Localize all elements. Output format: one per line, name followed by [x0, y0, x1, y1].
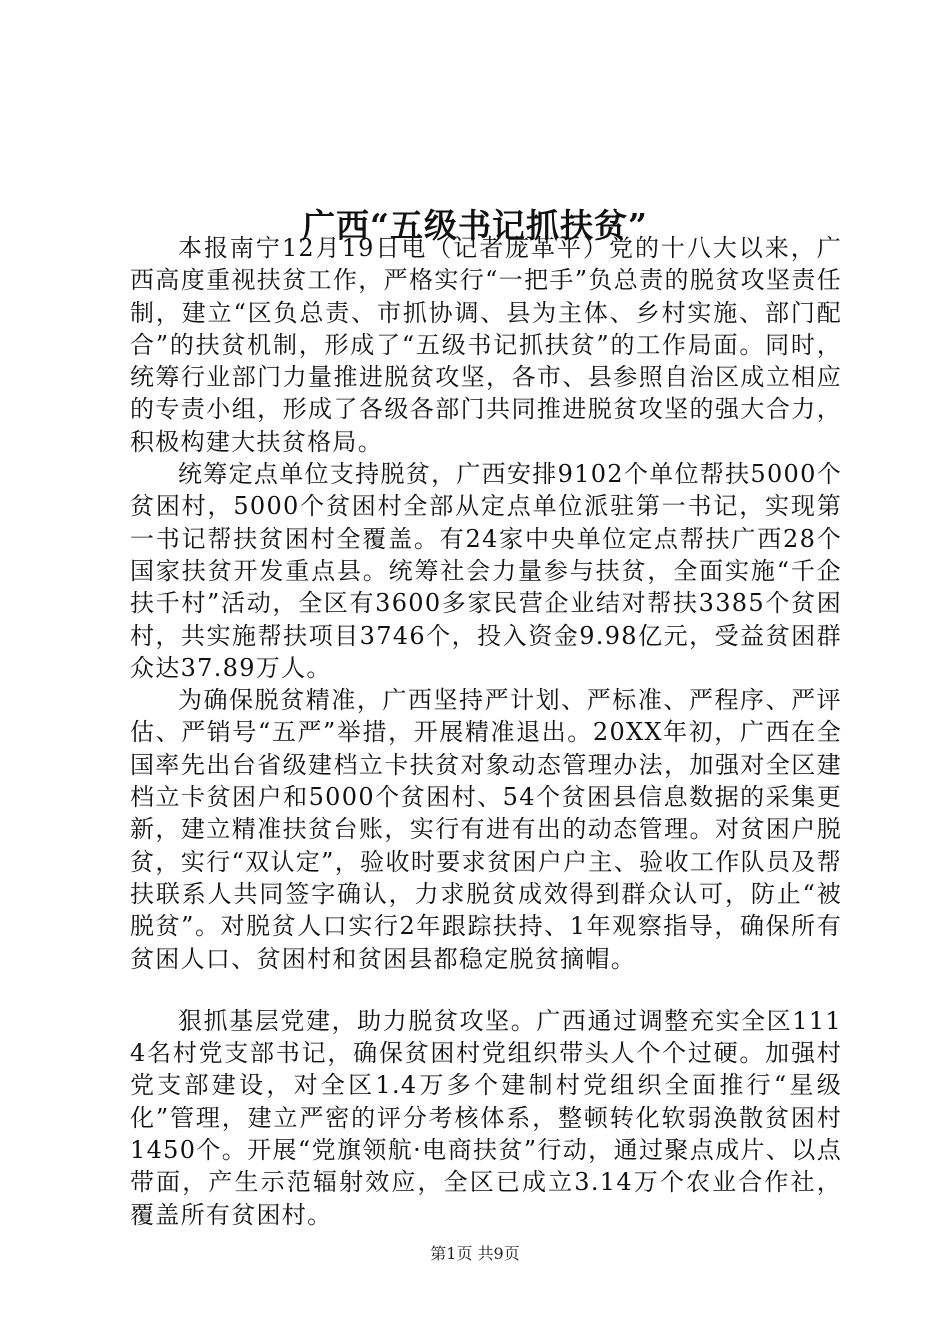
- paragraph-3: 为确保脱贫精准，广西坚持严计划、严标准、严程序、严评估、严销号“五严”举措，开展精准退出。20XX年初，广西在全国率先出台省级建档立卡扶贫对象动态管理办法，加强对全区建档立卡贫困户和5000个贫困村、54个贫困县信息数据的采集更新，建立精准扶贫台账，实行有进有出的动态管理。对贫困户脱贫，实行“双认定”，验收时要求贫困户户主、验收工作队员及帮扶联系人共同签字确认，力求脱贫成效得到群众认可，防止“被脱贫”。对脱贫人口实行2年跟踪扶持、1年观察指导，确保所有贫困人口、贫困村和贫困县都稳定脱贫摘帽。: [130, 686, 842, 973]
- page-footer: 第1页 共9页: [430, 1244, 520, 1263]
- paragraph-4: 狠抓基层党建，助力脱贫攻坚。广西通过调整充实全区1114名村党支部书记，确保贫困村党组织带头人个个过硬。加强村党支部建设，对全区1.4万多个建制村党组织全面推行“星级化”管理，建立严密的评分考核体系，整顿转化软弱涣散贫困村1450个。开展“党旗领航·电商扶贫”行动，通过聚点成片、以点带面，产生示范辐射效应，全区已成立3.14万个农业合作社，覆盖所有贫困村。: [130, 1006, 842, 1229]
- paragraph-1: 本报南宁12月19日电（记者庞革平）党的十八大以来，广西高度重视扶贫工作，严格实行“一把手”负总责的脱贫攻坚责任制，建立“区负总责、市抓协调、县为主体、乡村实施、部门配合”的扶贫机制，形成了“五级书记抓扶贫”的工作局面。同时，统筹行业部门力量推进脱贫攻坚，各市、县参照自治区成立相应的专责小组，形成了各级各部门共同推进脱贫攻坚的强大合力，积极构建大扶贫格局。: [130, 234, 842, 456]
- paragraph-2: 统筹定点单位支持脱贫，广西安排9102个单位帮扶5000个贫困村，5000个贫困村全部从定点单位派驻第一书记，实现第一书记帮扶贫困村全覆盖。有24家中央单位定点帮扶广西28个国家扶贫开发重点县。统筹社会力量参与扶贫，全面实施“千企扶千村”活动，全区有3600多家民营企业结对帮扶3385个贫困村，共实施帮扶项目3746个，投入资金9.98亿元，受益贫困群众达37.89万人。: [130, 460, 842, 682]
- article-body: [130, 232, 842, 1231]
- document-title: 广西“五级书记抓扶贫”: [302, 206, 648, 246]
